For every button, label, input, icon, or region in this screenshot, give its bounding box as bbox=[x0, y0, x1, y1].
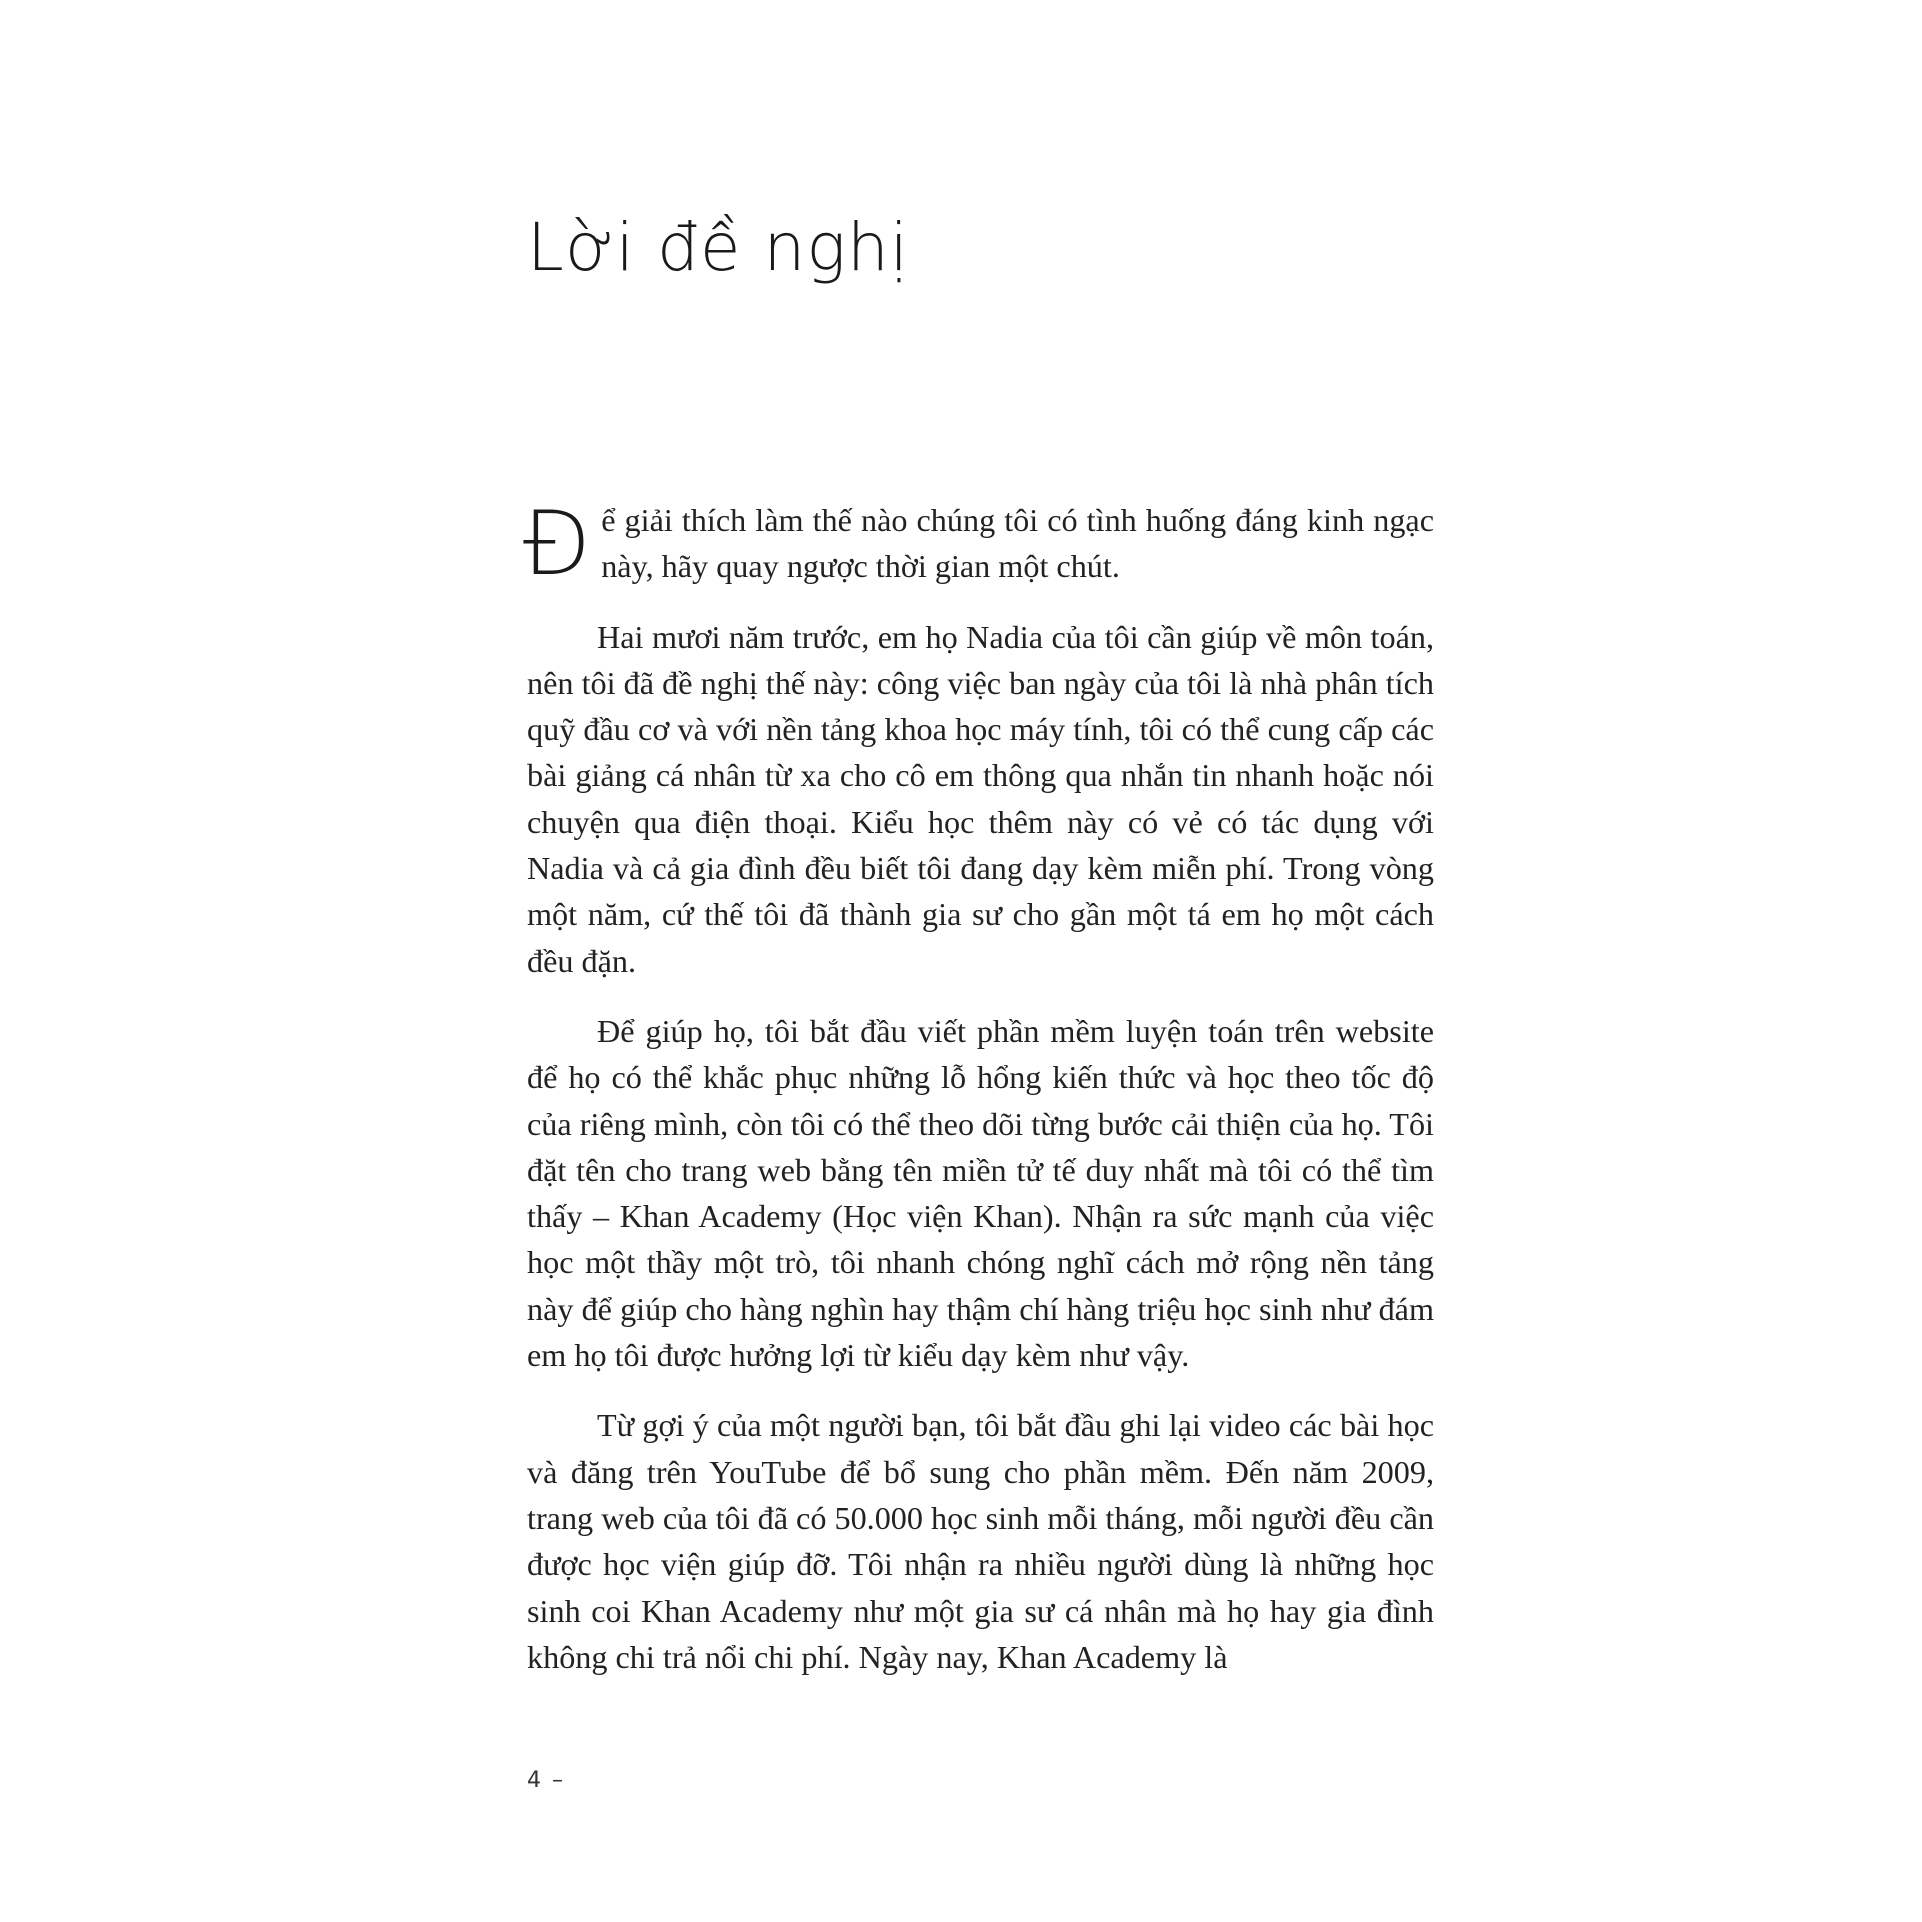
paragraph-2: Hai mươi năm trước, em họ Nadia của tôi cần giúp về môn toán, nên tôi đã đề nghị thế này: công việc ban ngày của tôi là nhà phân tích quỹ đầu cơ và với nền tảng khoa học máy tính, tôi có thể cung cấp các bài giảng cá nhân từ xa cho cô em thông qua nhắn tin nhanh hoặc nói chuyện qua điện thoại. Kiểu học thêm này có vẻ có tác dụng với Nadia và cả gia đình đều biết tôi đang dạy kèm miễn phí. Trong vòng một năm, cứ thế tôi đã thành gia sư cho gần một tá em họ một cách đều đặn. bbox=[527, 618, 1434, 979]
drop-cap: Đ bbox=[523, 492, 592, 595]
body-text bbox=[523, 492, 1434, 1704]
paragraph-3: Để giúp họ, tôi bắt đầu viết phần mềm luyện toán trên website để họ có thể khắc phục những lỗ hổng kiến thức và học theo tốc độ của riêng mình, còn tôi có thể theo dõi từng bước cải thiện của họ. Tôi đặt tên cho trang web bằng tên miền tử tế duy nhất mà tôi có thể tìm thấy – Khan Academy (Học viện Khan). Nhận ra sức mạnh của việc học một thầy một trò, tôi nhanh chóng nghĩ cách mở rộng nền tảng này để giúp cho hàng nghìn hay thậm chí hàng triệu học sinh như đám em họ tôi được hưởng lợi từ kiểu dạy kèm như vậy. bbox=[527, 1012, 1434, 1374]
chapter-title: Lời đề nghị bbox=[527, 209, 910, 286]
first-paragraph bbox=[523, 492, 1434, 595]
first-paragraph-text: ể giải thích làm thế nào chúng tôi có tình huống đáng kinh ngạc này, hãy quay ngược thời gian một chút. bbox=[601, 502, 1434, 585]
page-number: 4 – bbox=[527, 1768, 565, 1793]
paragraph-4: Từ gợi ý của một người bạn, tôi bắt đầu ghi lại video các bài học và đăng trên YouTube để bổ sung cho phần mềm. Đến năm 2009, trang web của tôi đã có 50.000 học sinh mỗi tháng, mỗi người đều cần được học viện giúp đỡ. Tôi nhận ra nhiều người dùng là những học sinh coi Khan Academy như một gia sư cá nhân mà họ hay gia đình không chi trả nổi chi phí. Ngày nay, Khan Academy là bbox=[527, 1407, 1434, 1675]
